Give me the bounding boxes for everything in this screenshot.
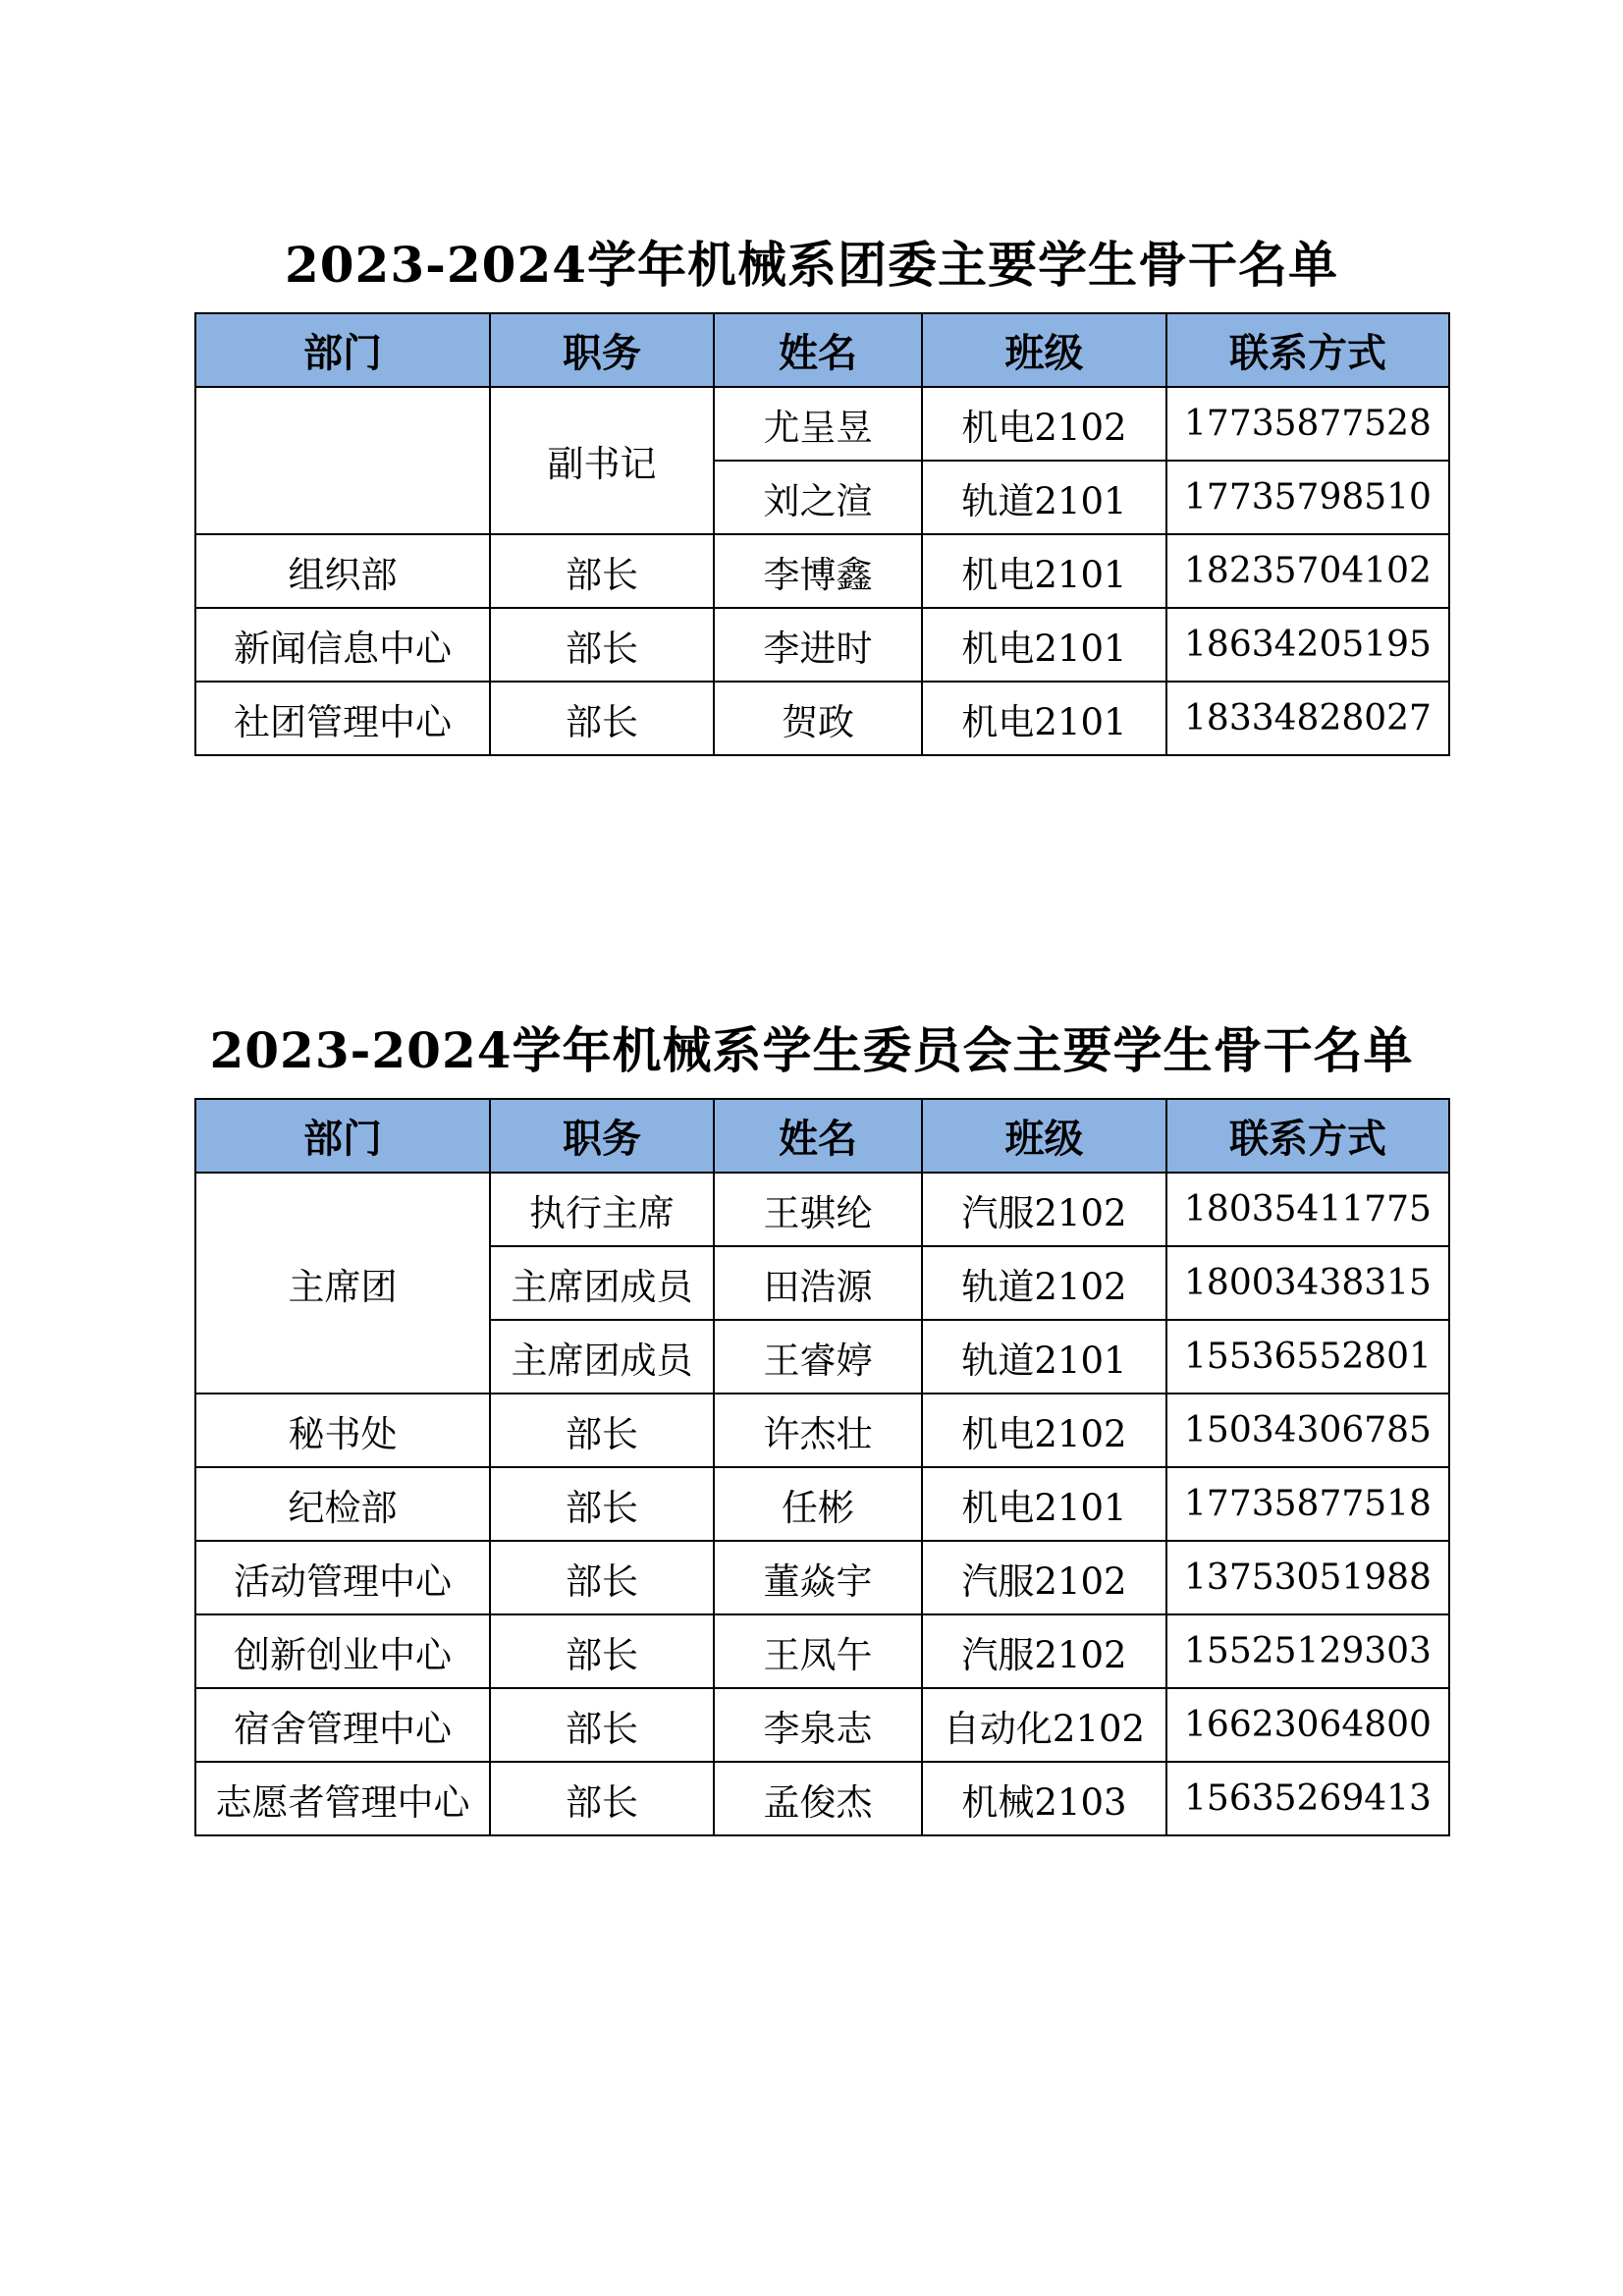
name-cell: 李进时 xyxy=(714,608,922,682)
role-cell: 部长 xyxy=(490,534,714,608)
table-row xyxy=(195,1394,1449,1467)
phone-cell: 17735877518 xyxy=(1166,1467,1449,1541)
phone-cell: 18035411775 xyxy=(1166,1173,1449,1246)
role-cell: 部长 xyxy=(490,608,714,682)
dept-cell: 创新创业中心 xyxy=(195,1614,490,1688)
class-cell: 机电2101 xyxy=(922,1467,1166,1541)
table-row xyxy=(195,1541,1449,1614)
class-cell: 机电2102 xyxy=(922,387,1166,461)
phone-cell: 15635269413 xyxy=(1166,1762,1449,1835)
role-cell: 部长 xyxy=(490,1394,714,1467)
role-cell: 主席团成员 xyxy=(490,1320,714,1394)
dept-cell: 主席团 xyxy=(195,1173,490,1394)
name-cell: 董焱宇 xyxy=(714,1541,922,1614)
phone-cell: 18634205195 xyxy=(1166,608,1449,682)
dept-cell: 活动管理中心 xyxy=(195,1541,490,1614)
header-role: 职务 xyxy=(490,313,714,387)
phone-cell: 17735877528 xyxy=(1166,387,1449,461)
table2-header-row xyxy=(195,1099,1449,1173)
class-cell: 汽服2102 xyxy=(922,1541,1166,1614)
class-cell: 机电2101 xyxy=(922,534,1166,608)
header-dept: 部门 xyxy=(195,313,490,387)
name-cell: 孟俊杰 xyxy=(714,1762,922,1835)
phone-cell: 13753051988 xyxy=(1166,1541,1449,1614)
name-cell: 贺政 xyxy=(714,682,922,755)
dept-cell xyxy=(195,387,490,534)
table2-title: 2023-2024学年机械系学生委员会主要学生骨干名单 xyxy=(209,1021,1414,1079)
name-cell: 田浩源 xyxy=(714,1246,922,1320)
dept-cell: 志愿者管理中心 xyxy=(195,1762,490,1835)
table-row xyxy=(195,1467,1449,1541)
role-cell: 副书记 xyxy=(490,387,714,534)
role-cell: 部长 xyxy=(490,1467,714,1541)
name-cell: 李博鑫 xyxy=(714,534,922,608)
class-cell: 机械2103 xyxy=(922,1762,1166,1835)
header-phone: 联系方式 xyxy=(1166,313,1449,387)
role-cell: 执行主席 xyxy=(490,1173,714,1246)
phone-cell: 15536552801 xyxy=(1166,1320,1449,1394)
phone-cell: 18003438315 xyxy=(1166,1246,1449,1320)
table-row xyxy=(195,682,1449,755)
role-cell: 主席团成员 xyxy=(490,1246,714,1320)
phone-cell: 15034306785 xyxy=(1166,1394,1449,1467)
name-cell: 尤呈昱 xyxy=(714,387,922,461)
header-role: 职务 xyxy=(490,1099,714,1173)
table1-title: 2023-2024学年机械系团委主要学生骨干名单 xyxy=(284,236,1339,294)
role-cell: 部长 xyxy=(490,682,714,755)
name-cell: 李泉志 xyxy=(714,1688,922,1762)
class-cell: 汽服2102 xyxy=(922,1173,1166,1246)
header-name: 姓名 xyxy=(714,313,922,387)
header-name: 姓名 xyxy=(714,1099,922,1173)
role-cell: 部长 xyxy=(490,1762,714,1835)
role-cell: 部长 xyxy=(490,1541,714,1614)
role-cell: 部长 xyxy=(490,1688,714,1762)
table-row xyxy=(195,1173,1449,1246)
phone-cell: 16623064800 xyxy=(1166,1688,1449,1762)
table2-roster xyxy=(194,1098,1450,1836)
dept-cell: 新闻信息中心 xyxy=(195,608,490,682)
table1-header-row xyxy=(195,313,1449,387)
phone-cell: 18334828027 xyxy=(1166,682,1449,755)
header-class: 班级 xyxy=(922,1099,1166,1173)
class-cell: 汽服2102 xyxy=(922,1614,1166,1688)
class-cell: 机电2101 xyxy=(922,682,1166,755)
role-cell: 部长 xyxy=(490,1614,714,1688)
class-cell: 轨道2101 xyxy=(922,461,1166,534)
phone-cell: 18235704102 xyxy=(1166,534,1449,608)
name-cell: 王凤午 xyxy=(714,1614,922,1688)
table1-roster xyxy=(194,312,1450,756)
table-row xyxy=(195,387,1449,461)
table-row xyxy=(195,608,1449,682)
dept-cell: 纪检部 xyxy=(195,1467,490,1541)
phone-cell: 15525129303 xyxy=(1166,1614,1449,1688)
name-cell: 王骐纶 xyxy=(714,1173,922,1246)
table-row xyxy=(195,1688,1449,1762)
phone-cell: 17735798510 xyxy=(1166,461,1449,534)
dept-cell: 社团管理中心 xyxy=(195,682,490,755)
class-cell: 轨道2102 xyxy=(922,1246,1166,1320)
dept-cell: 宿舍管理中心 xyxy=(195,1688,490,1762)
header-dept: 部门 xyxy=(195,1099,490,1173)
name-cell: 任彬 xyxy=(714,1467,922,1541)
class-cell: 自动化2102 xyxy=(922,1688,1166,1762)
class-cell: 机电2101 xyxy=(922,608,1166,682)
name-cell: 许杰壮 xyxy=(714,1394,922,1467)
dept-cell: 组织部 xyxy=(195,534,490,608)
header-class: 班级 xyxy=(922,313,1166,387)
name-cell: 王睿婷 xyxy=(714,1320,922,1394)
dept-cell: 秘书处 xyxy=(195,1394,490,1467)
name-cell: 刘之渲 xyxy=(714,461,922,534)
table-row xyxy=(195,1762,1449,1835)
header-phone: 联系方式 xyxy=(1166,1099,1449,1173)
class-cell: 机电2102 xyxy=(922,1394,1166,1467)
class-cell: 轨道2101 xyxy=(922,1320,1166,1394)
table-row xyxy=(195,1614,1449,1688)
table-row xyxy=(195,534,1449,608)
